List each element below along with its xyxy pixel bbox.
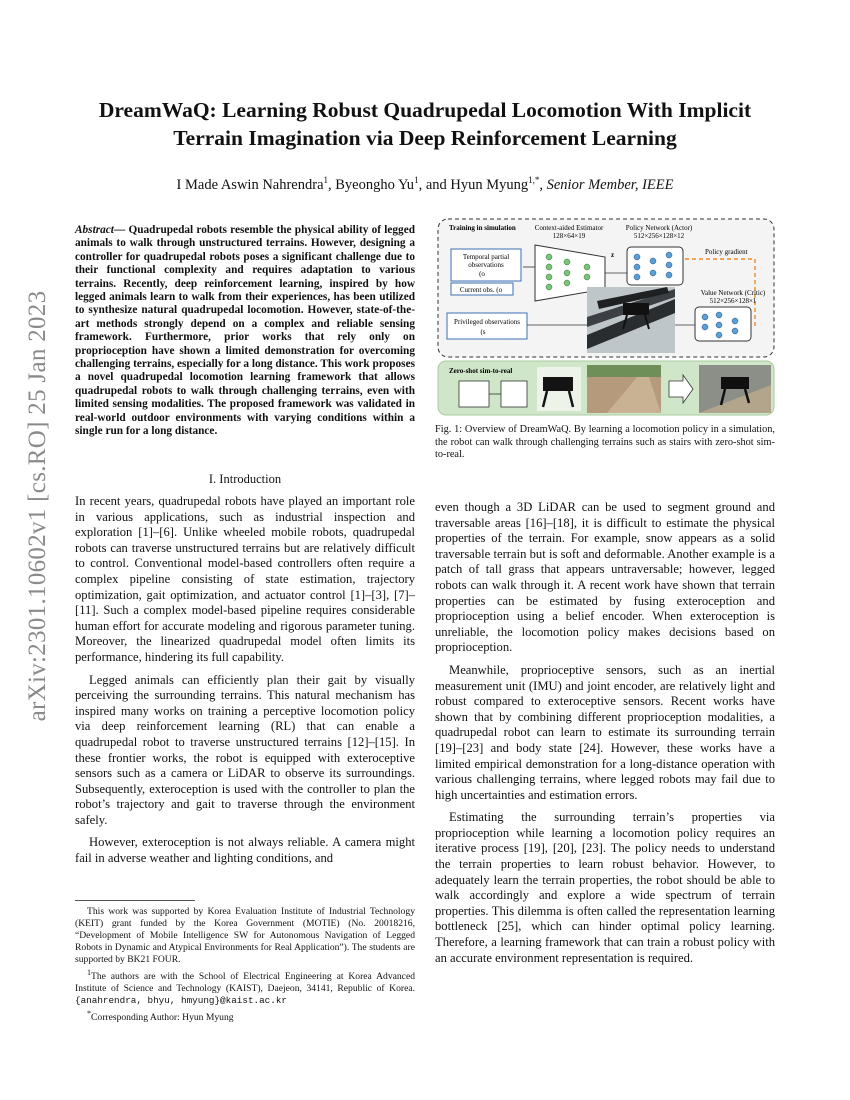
abstract bbox=[75, 224, 415, 439]
footnote-corresponding bbox=[75, 1008, 415, 1024]
arxiv-id: arXiv:2301.10602v1 [cs.RO] 25 Jan 2023 bbox=[24, 290, 51, 722]
privileged-obs-box bbox=[447, 313, 527, 339]
footnote-corresponding-text: Corresponding Author: Hyun Myung bbox=[91, 1012, 234, 1024]
footnotes bbox=[75, 906, 415, 1025]
footnote-rule bbox=[75, 900, 195, 901]
policy-gradient-label: Policy gradient bbox=[705, 248, 748, 256]
footnote-marker: * bbox=[87, 1009, 91, 1019]
footnote-affiliation-text: The authors are with the School of Electrical Engineering at Korea Advanced Institute of Science and Technology (KAIST), Daejeon, 34141, Republic of Korea. bbox=[75, 971, 415, 995]
deploy-estimator-box bbox=[459, 381, 489, 407]
arxiv-sidebar-stamp bbox=[18, 282, 58, 730]
current-obs-label: Current obs. (o bbox=[459, 286, 503, 294]
footnote-marker: 1 bbox=[87, 968, 91, 977]
estimator-label: Context-aided Estimator bbox=[534, 224, 604, 232]
policy-dims: 512×256×128×12 bbox=[633, 232, 685, 240]
author-3: Hyun Myung bbox=[450, 176, 529, 193]
outdoor-path-photo bbox=[587, 365, 661, 413]
author-separator: , bbox=[539, 176, 547, 193]
paragraph: In recent years, quadrupedal robots have played an important role in various applications, such as industrial inspection and exploration [1]–[6]. Unlike wheeled mobile robots, quadrupedal robots can traverse unstructured terrains but are relatively difficult to control. Conventional model-based controllers often require a complex pipeline consisting of state estimation, trajectory optimization, gait optimization, and actuator control [1]–[3], [7]–[11]. Such a complex model-based pipeline requires considerable human effort for accurate modeling and rigorous parameter tuning. Moreover, the linearized quadrupedal model often limits its performance, hindering its full capability. bbox=[75, 494, 415, 664]
simulation-stairs-image bbox=[587, 287, 675, 353]
paper-title bbox=[60, 96, 790, 152]
author-list bbox=[60, 175, 790, 194]
intro-right-column bbox=[435, 500, 775, 973]
figure-1-overview bbox=[437, 217, 777, 417]
footnote-affiliation bbox=[75, 967, 415, 1007]
paragraph: Estimating the surrounding terrain’s properties via proprioception while learning a locomotion policy requires an iterative process [19], [20], [23]. The policy needs to understand the terrain properties to learn robust behavior. However, to adequately learn the terrain properties, the robot should be able to walk accordingly and explore a wide spectrum of terrain properties. This dilemma is often called the representation learning bottleneck [25], which can hinder optimal policy learning. Therefore, a learning framework that can train a robust policy with an accurate environment representation is required. bbox=[435, 810, 775, 965]
zero-shot-label: Zero-shot sim-to-real bbox=[449, 367, 513, 375]
author-separator: , bbox=[328, 176, 336, 193]
title-line-1: DreamWaQ: Learning Robust Quadrupedal Locomotion With Implicit bbox=[98, 98, 752, 122]
privileged-obs-label: Privileged observations bbox=[454, 318, 520, 326]
abstract-label: Abstract bbox=[75, 224, 114, 236]
latent-symbol: z bbox=[611, 251, 615, 259]
author-1: I Made Aswin Nahrendra bbox=[176, 176, 324, 193]
author-membership: Senior Member, IEEE bbox=[546, 176, 674, 193]
author-separator: , and bbox=[418, 176, 451, 193]
paragraph: Meanwhile, proprioceptive sensors, such as an inertial measurement unit (IMU) and joint encoder, are relatively light and robust compared to exteroceptive sensors. Recent works have shown that by combining different proprioception modalities, a quadrupedal robot can learn to estimate its surrounding terrain [19]–[23] and body state [24]. However, these works have a limited empirical demonstration for a long-distance operation with various challenging terrains, where legged robots may fail due to high uncertainties and estimation errors. bbox=[435, 662, 775, 802]
footnote-emails: {anahrendra, bhyu, hmyung}@kaist.ac.kr bbox=[75, 995, 288, 1007]
abstract-text: Quadrupedal robots resemble the physical ability of legged animals to walk through unstructured terrains. However, designing a controller for quadrupedal robots poses a significant challenge due to their functional complexity and requires adaptation to various terrains. Recently, deep reinforcement learning, inspired by how legged animals learn to walk from their experiences, has been utilized to synthesize natural quadrupedal locomotion. However, state-of-the-art methods strongly depend on a complex and reliable sensing framework. Furthermore, prior works that rely only on proprioception have shown a limited demonstration for overcoming challenging terrains, especially for a long distance. This work proposes a novel quadrupedal locomotion learning framework that allows quadrupedal robots to walk through challenging terrains, even with limited sensing modalities. The proposed framework was validated in real-world outdoor environments with varying conditions within a single run for a long distance. bbox=[75, 224, 415, 438]
value-dims: 512×256×128×1 bbox=[709, 297, 757, 305]
paragraph: However, exteroception is not always reliable. A camera might fail in adverse weather and lighting conditions, and bbox=[75, 835, 415, 866]
author-1-affil: 1 bbox=[323, 175, 328, 185]
intro-left-column bbox=[75, 494, 415, 874]
temporal-obs-line1: Temporal partial bbox=[462, 253, 510, 261]
training-label: Training in simulation bbox=[449, 224, 516, 232]
temporal-obs-symbol: (o bbox=[479, 270, 485, 278]
robot-on-stairs-photo bbox=[699, 365, 771, 413]
author-2-affil: 1 bbox=[414, 175, 419, 185]
paragraph: Legged animals can efficiently plan their gait by visually perceiving the surrounding terrains. This natural mechanism has inspired many works on training a perceptive locomotion policy via deep reinforcement learning (RL) that can enable a quadrupedal robot to traverse unstructured terrains [12]–[15]. In these frontier works, the robot is equipped with exteroceptive sensors such as a camera or LiDAR to observe its surroundings. Subsequently, exteroception is used with the controller to plan the robot’s trajectory and gait to traverse through the environment safely. bbox=[75, 672, 415, 827]
author-2: Byeongho Yu bbox=[335, 176, 415, 193]
real-robot-photo bbox=[537, 367, 581, 411]
figure-1-caption: Fig. 1: Overview of DreamWaQ. By learning a locomotion policy in a simulation, the robot can walk through challenging terrains such as stairs with zero-shot sim-to-real. bbox=[435, 424, 775, 460]
policy-label: Policy Network (Actor) bbox=[625, 224, 693, 232]
section-heading-introduction: I. Introduction bbox=[208, 472, 282, 486]
privileged-obs-symbol: (s bbox=[480, 328, 486, 336]
value-label: Value Network (Critic) bbox=[700, 289, 766, 297]
footnote-funding: This work was supported by Korea Evaluation Institute of Industrial Technology (KEIT) grant funded by the Korea Government (MOTIE) (No. 20018216, “Development of Mobile Intelligence SW for Autonomous Navigation of Legged Robots in Dynamic and Atypical Environments for Real Application”). The students are supported by BK21 FOUR. bbox=[75, 906, 415, 965]
estimator-dims: 128×64×19 bbox=[552, 232, 586, 240]
deploy-policy-box bbox=[501, 381, 527, 407]
title-line-2: Terrain Imagination via Deep Reinforcement Learning bbox=[173, 126, 677, 150]
abstract-dash: — bbox=[113, 224, 129, 236]
temporal-obs-line2: observations bbox=[468, 261, 504, 269]
value-network-box bbox=[695, 307, 751, 341]
paragraph: even though a 3D LiDAR can be used to segment ground and traversable areas [16]–[18], it is difficult to estimate the physical properties of the terrain. For example, snow appears as a solid traversable terrain but is soft and deformable. Another example is a patch of tall grass that appears untraversable; however, legged robots can walk through it. A recent work have shown that terrain properties can be estimated by fusing exteroception and proprioception using a belief encoder. When exteroception is unreliable, the locomotion policy makes decisions based on proprioception. bbox=[435, 500, 775, 655]
figure-1-diagram bbox=[437, 217, 777, 417]
author-3-affil: 1,* bbox=[528, 175, 540, 185]
